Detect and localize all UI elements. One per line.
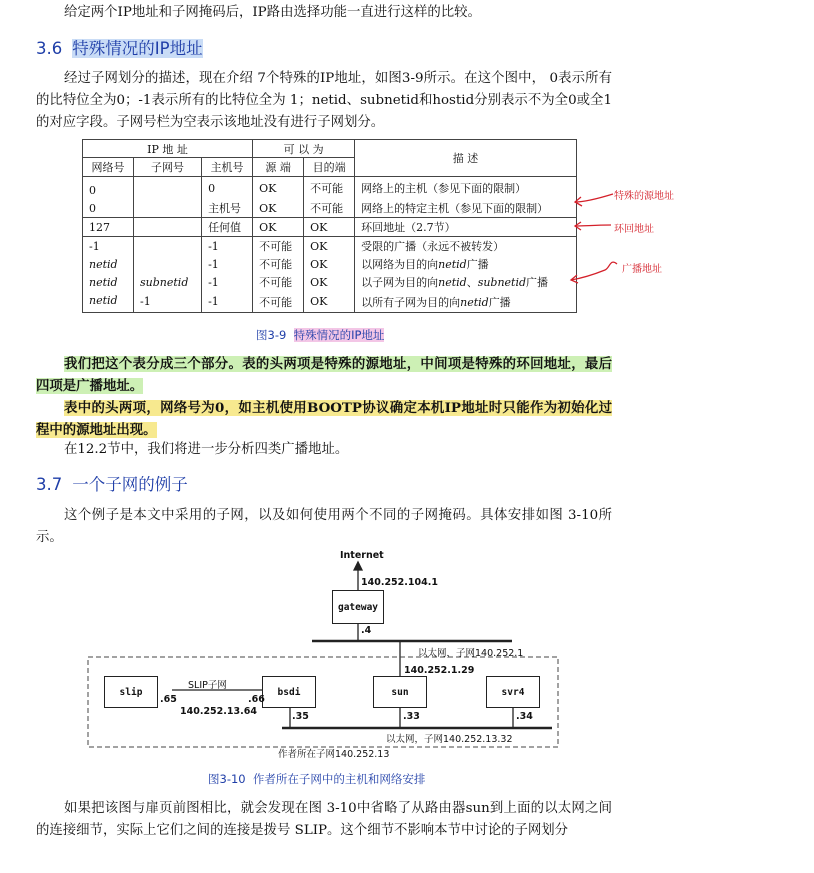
slip-host: slip [104, 676, 158, 708]
cell-dst: 不可能 [304, 199, 355, 218]
cell-host: -1 [202, 291, 253, 313]
ethernet-upper-label: 以太网，子网140.252.1 [418, 648, 524, 659]
annotation-broadcast: 广播地址 [622, 264, 662, 275]
cell-host: 0 [202, 177, 253, 200]
section-number: 3.7 [36, 475, 63, 494]
header-netid: 网络号 [83, 158, 134, 177]
cell-desc: 受限的广播（永远不被转发） [355, 237, 577, 256]
figure-title: 作者所在子网中的主机和网络安排 [252, 772, 426, 786]
cell-host: -1 [202, 273, 253, 291]
cell-host: 任何值 [202, 218, 253, 237]
header-ip-address: IP 地 址 [83, 140, 253, 158]
cell-desc: 网络上的主机（参见下面的限制） [355, 177, 577, 200]
paragraph-12-2: 在12.2节中，我们将进一步分析四类广播地址。 [64, 442, 349, 457]
cell-desc: 环回地址（2.7节） [355, 218, 577, 237]
cell-desc: 以所有子网为目的向netid广播 [355, 291, 577, 313]
ethernet-lower-label: 以太网，子网140.252.13.32 [386, 734, 513, 745]
highlight-paragraph-2: 表中的头两项，网络号为0，如主机使用BOOTP协议确定本机IP地址时只能作为初始化过程中的源地址出现。 [36, 400, 612, 438]
paragraph-3-7: 这个例子是本文中采用的子网，以及如何使用两个不同的子网掩码。具体安排如图 3-10所示。 [36, 508, 612, 545]
gateway-host: gateway [332, 590, 384, 624]
intro-line: 给定两个IP地址和子网掩码后，IP路由选择功能一直进行这样的比较。 [64, 5, 481, 20]
header-destination: 目的端 [304, 158, 355, 177]
header-hostid: 主机号 [202, 158, 253, 177]
cell-src: OK [253, 199, 304, 218]
cell-src: 不可能 [253, 291, 304, 313]
figure-caption-3-10 [208, 771, 425, 787]
gateway-internal-ip: .4 [361, 625, 372, 636]
slip-subnet-ip: 140.252.13.64 [180, 706, 257, 717]
cell-subnet: subnetid [134, 273, 202, 291]
header-source: 源 端 [253, 158, 304, 177]
header-subnetid: 子网号 [134, 158, 202, 177]
section-title: 一个子网的例子 [72, 475, 188, 494]
cell-net: -1 [83, 237, 134, 256]
figure-title: 特殊情况的IP地址 [293, 328, 385, 342]
figure-label: 图3-10 [208, 772, 246, 786]
internet-label: Internet [340, 550, 384, 561]
sun-host: sun [373, 676, 427, 708]
header-can-be: 可 以 为 [253, 140, 355, 158]
figure-label: 图3-9 [256, 328, 287, 342]
cell-dst: OK [304, 255, 355, 273]
cell-src: 不可能 [253, 255, 304, 273]
cell-src: 不可能 [253, 237, 304, 256]
author-subnet-label: 作者所在子网140.252.13 [278, 749, 390, 760]
cell-desc: 网络上的特定主机（参见下面的限制） [355, 199, 577, 218]
cell-src: 不可能 [253, 273, 304, 291]
internet-arrowhead [354, 562, 362, 570]
section-number: 3.6 [36, 39, 63, 58]
cell-net: netid [89, 293, 118, 307]
cell-dst: OK [304, 273, 355, 291]
cell-net: 127 [83, 218, 134, 237]
cell-dst: OK [304, 218, 355, 237]
header-description: 描 述 [355, 140, 577, 177]
cell-net: 0 [89, 201, 96, 215]
bsdi-host: bsdi [262, 676, 316, 708]
cell-net: netid [89, 257, 118, 271]
cell-dst: 不可能 [304, 177, 355, 200]
cell-subnet: -1 [134, 291, 202, 313]
cell-src: OK [253, 218, 304, 237]
cell-host: -1 [202, 255, 253, 273]
sun-ethernet-ip: .33 [403, 711, 420, 722]
bsdi-slip-ip: .66 [248, 694, 265, 705]
cell-desc: 以子网为目的向netid、subnetid广播 [355, 273, 577, 291]
cell-src: OK [253, 177, 304, 200]
slip-interface-ip: .65 [160, 694, 177, 705]
svr4-host: svr4 [486, 676, 540, 708]
cell-net: 0 [83, 177, 134, 200]
annotation-source-address: 特殊的源地址 [614, 191, 674, 202]
paragraph-3-6: 经过子网划分的描述，现在介绍 7个特殊的IP地址，如图3-9所示。在这个图中， 0表示所有的比特位全为0；-1表示所有的比特位全为 1；netid、subnetid和hostid分别表示不为全0或全1的对应字段。子网号栏为空表示该地址没有进行子网划分。 [36, 71, 612, 130]
svr4-ethernet-ip: .34 [516, 711, 533, 722]
paragraph-final: 如果把该图与扉页前图相比，就会发现在图 3-10中省略了从路由器sun到上面的以太网之间的连接细节，实际上它们之间的连接是拨号 SLIP。这个细节不影响本节中讨论的子网划分 [36, 801, 612, 838]
slip-subnet-label: SLIP子网 [188, 680, 227, 691]
highlight-paragraph-1: 我们把这个表分成三个部分。表的头两项是特殊的源地址，中间项是特殊的环回地址，最后四项是广播地址。 [36, 356, 612, 394]
annotation-loopback: 环回地址 [614, 224, 654, 235]
cell-desc: 以网络为目的向netid广播 [355, 255, 577, 273]
cell-dst: OK [304, 291, 355, 313]
cell-host: 主机号 [202, 199, 253, 218]
bsdi-ethernet-ip: .35 [292, 711, 309, 722]
cell-dst: OK [304, 237, 355, 256]
section-title: 特殊情况的IP地址 [72, 39, 203, 58]
sun-upper-ip: 140.252.1.29 [404, 665, 475, 676]
gateway-external-ip: 140.252.104.1 [361, 577, 438, 588]
cell-host: -1 [202, 237, 253, 256]
cell-net: netid [89, 275, 118, 289]
